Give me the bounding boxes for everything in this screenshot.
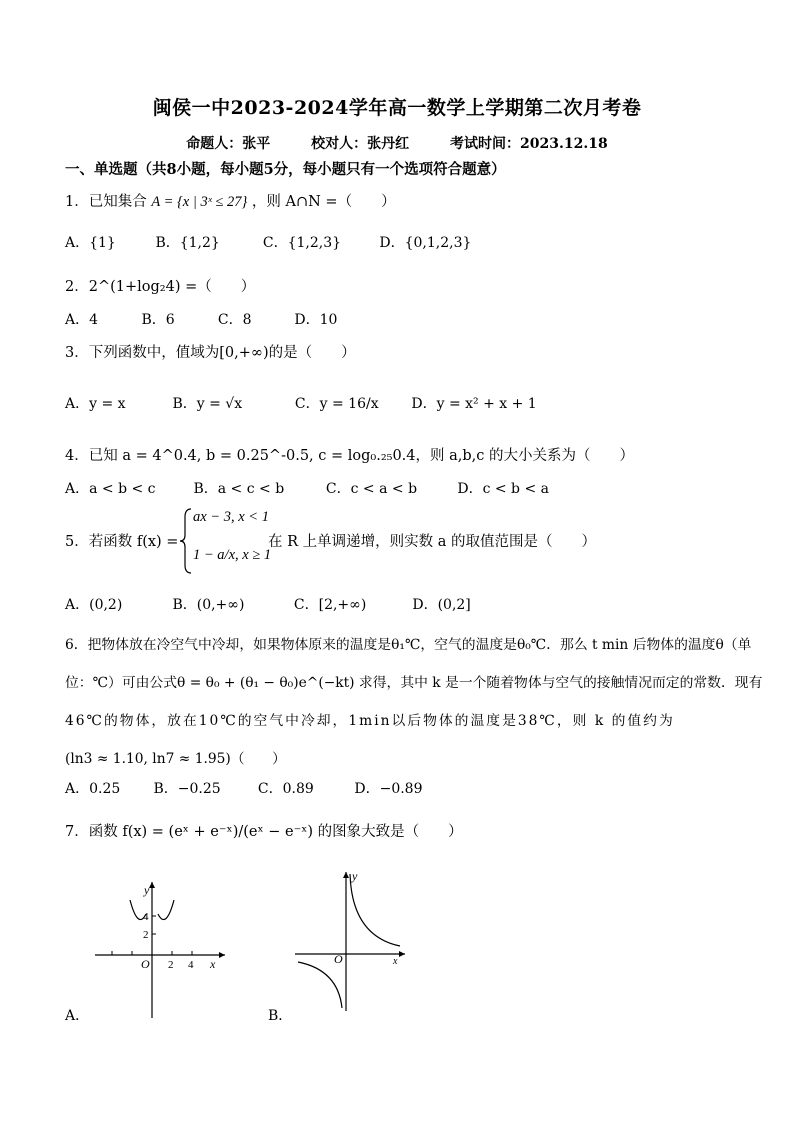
q5-option-c: C．[2,+∞) [293,597,367,613]
section-heading: 一、单选题（共8小题，每小题5分，每小题只有一个选项符合题意） [65,161,506,178]
question-6 [65,626,763,778]
graph-b [290,866,410,1016]
q1-set: A = {x | 3ˣ ≤ 27} [151,194,248,210]
graph-b-origin: O [334,952,343,966]
graph-a-y-arrow [149,882,155,888]
q2-option-d: D．10 [294,312,338,328]
graph-a-origin: O [141,957,150,971]
q4-option-c: C．c < a < b [325,481,418,497]
q1-option-d: D．{0,1,2,3} [379,235,472,251]
q6-option-a: A．0.25 [65,781,121,797]
q6-options [65,778,423,798]
q1-option-a: A．{1} [65,235,116,251]
graph-a-y-label: y [144,883,150,897]
q5-brace [179,507,193,575]
q6-line-1: 6．把物体放在冷空气中冷却，如果物体原来的温度是θ₁℃，空气的温度是θ₀℃．那么 t min 后物体的温度θ（单 [65,637,752,653]
graph-b-x-arrow [399,951,405,957]
q3-option-c: C．y = 16/x [294,396,379,412]
q3-option-d: D．y = x² + x + 1 [411,396,537,412]
author: 命题人：张平 [186,136,271,152]
q3-options [65,393,537,413]
exam-title: 闽侯一中2023-2024学年高一数学上学期第二次月考卷 [152,97,642,119]
q1-options [65,232,471,252]
graph-a-x-arrow [219,952,225,958]
graph-a [90,870,230,1020]
graph-b-left-branch [298,962,342,1008]
q5-options [65,594,471,614]
graph-b-label: B． [268,1008,293,1024]
q4-option-a: A．a < b < c [65,481,156,497]
q3-option-a: A．y = x [65,396,126,412]
q2-option-a: A．4 [65,312,99,328]
question-2: 2．2^(1+log₂4) =（ ） [65,279,256,295]
question-3: 3．下列函数中，值域为[0,+∞)的是（ ） [65,345,356,361]
q6-option-c: C．0.89 [257,781,314,797]
q1-option-b: B．{1,2} [155,235,220,251]
graph-a-tick-y-4: 4 [143,911,149,923]
q5-case-1: ax − 3, x < 1 [193,509,269,525]
q6-line-4: (ln3 ≈ 1.10, ln7 ≈ 1.95)（ ） [65,751,286,767]
exam-meta [0,133,794,153]
graph-b-y-label: y [352,869,358,883]
q4-option-d: D．c < b < a [457,481,549,497]
q1-tail: ，则 A∩N =（ ） [251,194,396,210]
q2-options [65,309,337,329]
question-4: 4．已知 a = 4^0.4, b = 0.25^-0.5, c = log₀.₂₅0.4，则 a,b,c 的大小关系为（ ） [65,448,634,464]
question-7: 7．函数 f(x) = (eˣ + e⁻ˣ)/(eˣ − e⁻ˣ) 的图象大致是（ ） [65,824,463,840]
q2-option-c: C．8 [217,312,252,328]
q3-option-b: B．y = √x [172,396,243,412]
exam-time: 考试时间：2023.12.18 [450,136,608,152]
q4-option-b: B．a < c < b [193,481,285,497]
graph-a-tick-y-2: 2 [143,929,149,941]
question-1 [65,190,396,211]
q6-line-2: 位：℃）可由公式θ = θ₀ + (θ₁ − θ₀)e^(−kt) 求得，其中 k 是一个随着物体与空气的接触情况而定的常数．现有 [65,675,763,691]
graph-a-tick-x-2: 2 [168,959,174,971]
graph-a-x-label: x [210,957,216,971]
q5-option-b: B．(0,+∞) [172,597,245,613]
q5-option-a: A．(0,2) [65,597,123,613]
q4-options [65,478,549,498]
q6-option-d: D．−0.89 [354,781,423,797]
q1-num: 1．已知集合 [65,194,147,210]
q2-option-b: B．6 [141,312,175,328]
graph-a-label: A． [65,1008,90,1024]
graph-a-tick-x-4: 4 [188,959,194,971]
q6-option-b: B．−0.25 [153,781,221,797]
graph-b-right-branch [350,874,400,946]
q5-lead: 5．若函数 f(x) = [65,534,179,550]
q6-line-3: 46℃的物体，放在10℃的空气中冷却，1min以后物体的温度是38℃，则 k 的值约为 [65,713,675,729]
q1-option-c: C．{1,2,3} [262,235,342,251]
graph-b-y-arrow [343,872,349,878]
q5-option-d: D．(0,2] [412,597,471,613]
graph-a-right-branch [158,900,174,920]
q5-tail: 在 R 上单调递增，则实数 a 的取值范围是（ ） [268,534,596,550]
q5-case-2: 1 − a/x, x ≥ 1 [193,547,272,563]
checker: 校对人：张丹红 [311,136,410,152]
graph-b-x-label: x [393,956,398,967]
